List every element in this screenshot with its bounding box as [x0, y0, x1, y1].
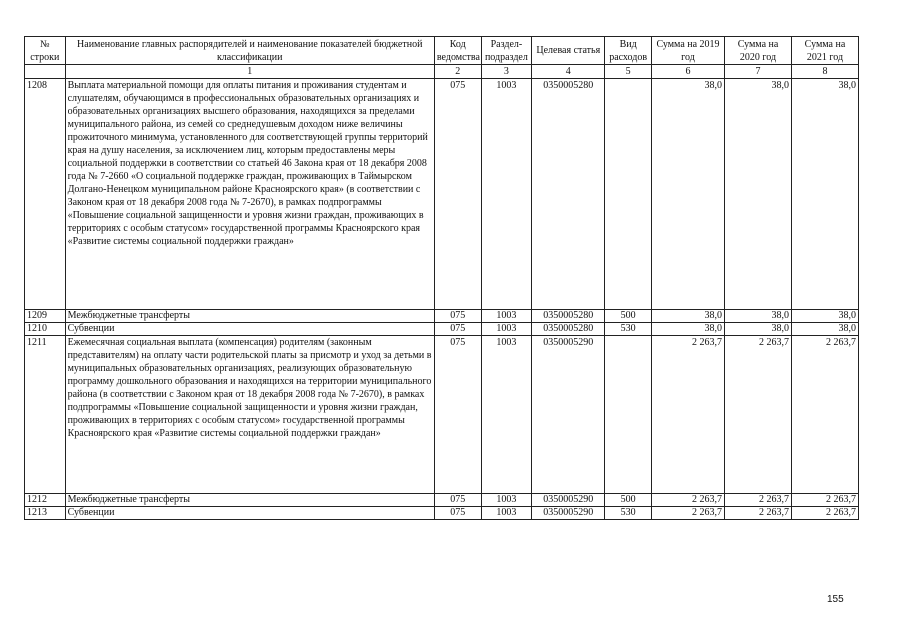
budget-table [24, 36, 859, 520]
row-number: 1209 [25, 310, 66, 323]
row-dept: 075 [434, 323, 481, 336]
row-2020: 38,0 [725, 310, 792, 323]
col-target-header: Целевая статья [532, 37, 605, 65]
row-name: Субвенции [65, 323, 434, 336]
row-2021: 2 263,7 [791, 494, 858, 507]
row-dept: 075 [434, 336, 481, 494]
col-section-header: Раздел-подраздел [481, 37, 532, 65]
table-row [25, 310, 859, 323]
row-dept: 075 [434, 79, 481, 310]
row-section: 1003 [481, 336, 532, 494]
row-number: 1211 [25, 336, 66, 494]
col-number: 1 [65, 65, 434, 79]
table-row [25, 507, 859, 520]
col-number: 5 [605, 65, 652, 79]
row-number: 1208 [25, 79, 66, 310]
row-2019: 38,0 [651, 323, 724, 336]
row-2020: 2 263,7 [725, 494, 792, 507]
row-name: Субвенции [65, 507, 434, 520]
row-section: 1003 [481, 310, 532, 323]
row-number: 1212 [25, 494, 66, 507]
row-2019: 2 263,7 [651, 494, 724, 507]
row-name: Межбюджетные трансферты [65, 494, 434, 507]
row-section: 1003 [481, 507, 532, 520]
row-target: 0350005290 [532, 507, 605, 520]
row-number: 1213 [25, 507, 66, 520]
row-2020: 38,0 [725, 323, 792, 336]
row-target: 0350005290 [532, 336, 605, 494]
col-number: 7 [725, 65, 792, 79]
row-type: 500 [605, 310, 652, 323]
col-dept-header: Код ведомства [434, 37, 481, 65]
row-target: 0350005280 [532, 79, 605, 310]
row-target: 0350005290 [532, 494, 605, 507]
col-number: 8 [791, 65, 858, 79]
col-2019-header: Сумма на 2019 год [651, 37, 724, 65]
row-dept: 075 [434, 310, 481, 323]
row-2019: 38,0 [651, 310, 724, 323]
row-2021: 2 263,7 [791, 507, 858, 520]
row-2020: 2 263,7 [725, 336, 792, 494]
table-row [25, 336, 859, 494]
row-target: 0350005280 [532, 310, 605, 323]
row-2019: 2 263,7 [651, 336, 724, 494]
row-dept: 075 [434, 507, 481, 520]
row-type: 530 [605, 323, 652, 336]
row-2021: 38,0 [791, 79, 858, 310]
col-type-header: Вид расходов [605, 37, 652, 65]
col-number: 2 [434, 65, 481, 79]
col-row-no-header: № строки [25, 37, 66, 65]
col-name-header: Наименование главных распорядителей и наименование показателей бюджетной классификации [65, 37, 434, 65]
row-section: 1003 [481, 323, 532, 336]
table-row [25, 323, 859, 336]
row-name: Выплата материальной помощи для оплаты питания и проживания студентам и слушателям, обучающимся в профессиональных образовательных организациях и образовательных организациях высшего образования, находящихся за пределами муниципального района, из семей со среднедушевым доходом ниже величины прожиточного минимума, установленного для соответствующей группы территорий края на душу населения, за исключением лиц, которым предоставлены меры социальной поддержки в соответствии со статьей 46 Закона края от 18 декабря 2008 года № 7-2660 «О социальной поддержке граждан, проживающих в Таймырском Долгано-Ненецком муниципальном районе Красноярского края» (в соответствии с Законом края от 18 декабря 2008 года № 7-2670), в рамках подпрограммы «Повышение социальной защищенности и уровня жизни граждан, проживающих в территориях с особым статусом» государственной программы Красноярского края «Развитие системы социальной поддержки граждан» [65, 79, 434, 310]
col-number-blank [25, 65, 66, 79]
page-number: 155 [827, 594, 844, 605]
table-row [25, 79, 859, 310]
row-section: 1003 [481, 494, 532, 507]
row-2020: 2 263,7 [725, 507, 792, 520]
row-2019: 38,0 [651, 79, 724, 310]
column-number-row [25, 65, 859, 79]
row-type [605, 336, 652, 494]
row-type: 530 [605, 507, 652, 520]
col-2021-header: Сумма на 2021 год [791, 37, 858, 65]
row-name: Межбюджетные трансферты [65, 310, 434, 323]
table-row [25, 494, 859, 507]
row-number: 1210 [25, 323, 66, 336]
row-type: 500 [605, 494, 652, 507]
row-dept: 075 [434, 494, 481, 507]
col-number: 4 [532, 65, 605, 79]
col-2020-header: Сумма на 2020 год [725, 37, 792, 65]
row-name: Ежемесячная социальная выплата (компенсация) родителям (законным представителям) на оплату части родительской платы за присмотр и уход за детьми в муниципальных образовательных организациях, реализующих образовательную программу дошкольного образования и находящихся на территории муниципального района (в соответствии с Законом края от 18 декабря 2008 года № 7-2670), в рамках подпрограммы «Повышение социальной защищенности и уровня жизни граждан, проживающих в территориях с особым статусом» государственной программы Красноярского края «Развитие системы социальной поддержки граждан» [65, 336, 434, 494]
row-2019: 2 263,7 [651, 507, 724, 520]
header-row [25, 37, 859, 65]
row-2021: 38,0 [791, 310, 858, 323]
row-2021: 38,0 [791, 323, 858, 336]
col-number: 3 [481, 65, 532, 79]
row-section: 1003 [481, 79, 532, 310]
row-2021: 2 263,7 [791, 336, 858, 494]
col-number: 6 [651, 65, 724, 79]
row-type [605, 79, 652, 310]
row-target: 0350005280 [532, 323, 605, 336]
row-2020: 38,0 [725, 79, 792, 310]
